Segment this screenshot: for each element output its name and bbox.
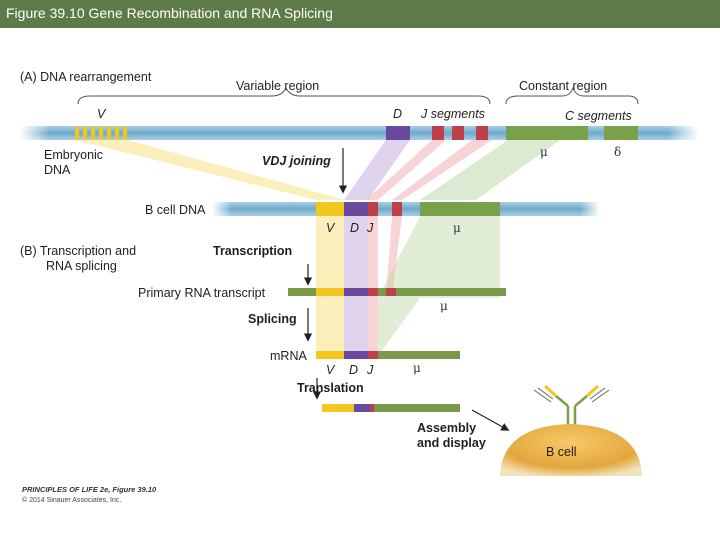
mrna-v (316, 351, 344, 359)
b-cell-dna-strand (212, 202, 600, 216)
j-segment-1 (432, 126, 444, 140)
v-segment-1 (75, 126, 79, 140)
panel-b-heading-2: RNA splicing (46, 259, 117, 273)
b-cell-v-label: V (326, 221, 335, 235)
mrna-label: mRNA (270, 349, 307, 363)
j-segment-3 (476, 126, 488, 140)
primary-rna-j (368, 288, 378, 296)
assembly-label-2: and display (417, 436, 486, 450)
embryonic-dna-label-1: Embryonic (44, 148, 104, 162)
protein-v (322, 404, 354, 412)
c-delta-segment (604, 126, 638, 140)
b-cell-j-segment-2 (392, 202, 402, 216)
primary-rna-label: Primary RNA transcript (138, 286, 266, 300)
b-cell-dna-fade-right (580, 202, 600, 216)
mrna-j (368, 351, 378, 359)
b-cell (500, 424, 642, 476)
b-cell-dna-label: B cell DNA (145, 203, 206, 217)
b-cell-mu-label: μ (453, 221, 461, 235)
c-mu-segment (506, 126, 588, 140)
mrna-j-label: J (367, 363, 374, 377)
protein-j (370, 404, 374, 412)
vdj-joining-label: VDJ joining (262, 154, 331, 168)
embryonic-dna-fade-left (20, 126, 50, 140)
v-band-lower (316, 216, 344, 356)
j-segments-label: J segments (421, 107, 485, 121)
b-cell-d-label: D (350, 221, 360, 235)
b-cell-j-label: J (367, 221, 374, 235)
mrna-mu-label: μ (413, 361, 421, 375)
mrna-v-label: V (326, 363, 335, 377)
j-segment-2 (452, 126, 464, 140)
c-segments-label: C segments (565, 109, 632, 123)
credit-line-2: © 2014 Sinauer Associates, Inc. (22, 497, 122, 504)
embryonic-dna-strand (20, 126, 698, 140)
connector-bands (75, 140, 560, 356)
assembly-label-1: Assembly (417, 421, 477, 435)
protein-c (374, 404, 460, 412)
translation-label: Translation (297, 381, 364, 395)
embryonic-dna-label-2: DNA (44, 163, 71, 177)
credit-line-1: PRINCIPLES OF LIFE 2e, Figure 39.10 (22, 485, 157, 494)
embryonic-dna-fade-right (668, 126, 698, 140)
mrna-d (344, 351, 368, 359)
b-cell-v-segment (316, 202, 344, 216)
v-segment-3 (91, 126, 95, 140)
embryonic-dna (20, 126, 698, 140)
assembly-arrow (472, 410, 508, 430)
transcription-label: Transcription (213, 244, 293, 258)
d-segment (386, 126, 410, 140)
delta-label-embryonic: δ (614, 145, 622, 159)
v-segment-6 (115, 126, 119, 140)
primary-rna-v (316, 288, 344, 296)
v-segment-5 (107, 126, 111, 140)
j-band-lower (368, 216, 378, 356)
v-band-upper (75, 140, 345, 200)
b-cell-dna-fade-left (212, 202, 232, 216)
mrna-d-label: D (349, 363, 359, 377)
v-segment-7 (123, 126, 127, 140)
mu-label-embryonic: μ (540, 145, 548, 159)
primary-rna-j-2 (386, 288, 396, 296)
v-segment-4 (99, 126, 103, 140)
constant-region-label: Constant region (519, 79, 608, 93)
primary-rna-transcript (288, 288, 506, 296)
v-segment-label: V (97, 107, 106, 121)
splicing-label: Splicing (248, 312, 297, 326)
b-cell-c-mu-segment (420, 202, 500, 216)
primary-rna-mu-label: μ (440, 299, 448, 313)
antibody-icon (534, 386, 609, 424)
b-cell-j-segment (368, 202, 378, 216)
b-cell-label: B cell (546, 445, 577, 459)
panel-a-heading: (A) DNA rearrangement (20, 70, 152, 84)
title-bar (0, 0, 720, 28)
d-band-lower (344, 216, 368, 356)
mrna-c-mu (378, 351, 460, 359)
variable-region-label: Variable region (236, 79, 320, 93)
d-segment-label: D (393, 107, 403, 121)
mrna (316, 351, 460, 359)
protein-chain (322, 404, 460, 412)
v-segment-2 (83, 126, 87, 140)
primary-rna-d (344, 288, 368, 296)
figure-diagram (0, 28, 720, 540)
protein-d (354, 404, 370, 412)
b-cell-dna (212, 202, 600, 216)
figure-title: Figure 39.10 Gene Recombination and RNA Splicing (6, 5, 333, 21)
b-cell-d-segment (344, 202, 368, 216)
panel-b-heading-1: (B) Transcription and (20, 244, 137, 258)
